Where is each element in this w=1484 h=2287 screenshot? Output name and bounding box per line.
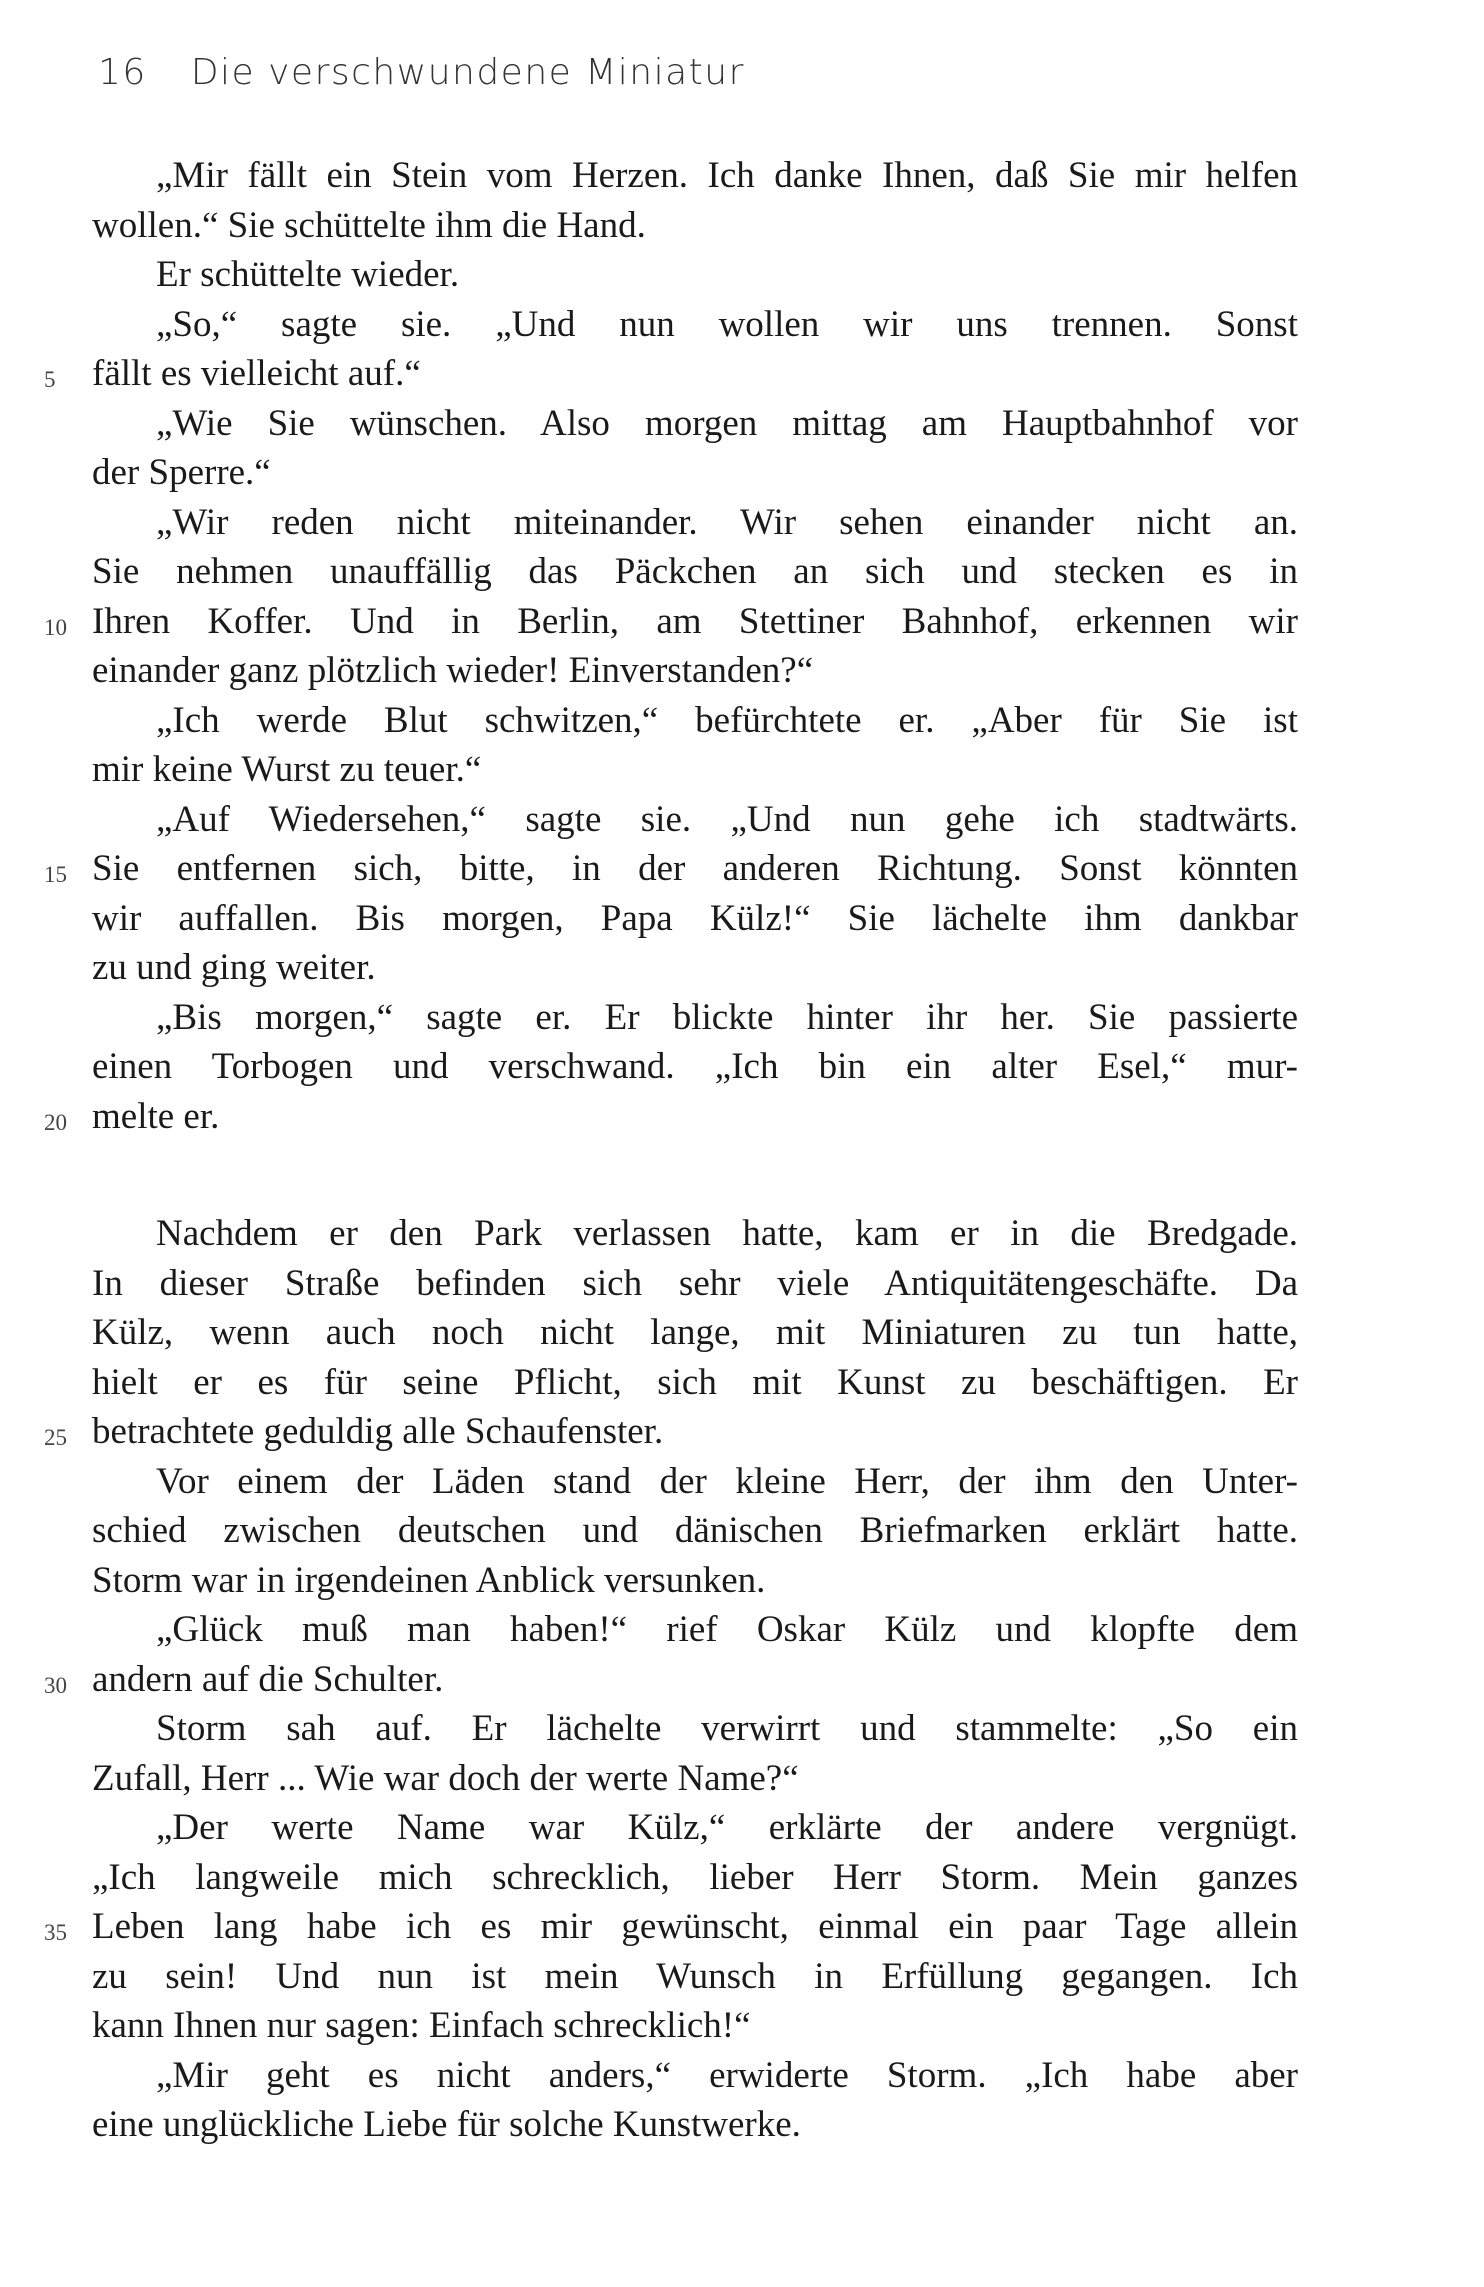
text-line: „Ich langweile mich schrecklich, lieber Herr Storm. Mein ganzes — [92, 1856, 1298, 1898]
text-line: schied zwischen deutschen und dänischen Briefmarken erklärt hatte. — [92, 1510, 1298, 1551]
text-line: „Mir fällt ein Stein vom Herzen. Ich danke Ihnen, daß Sie mir helfen — [156, 155, 1298, 196]
text-line: 5 fällt es vielleicht auf.“ — [92, 349, 1298, 399]
text-line: „Wie Sie wünschen. Also morgen mittag am Hauptbahnhof vor — [156, 402, 1298, 444]
text-line: Storm sah auf. Er lächelte verwirrt und stammelte: „So ein — [156, 1708, 1298, 1749]
text-line: 15 Sie entfernen sich, bitte, in der anderen Richtung. Sonst könnten — [92, 844, 1298, 894]
text-line: kann Ihnen nur sagen: Einfach schrecklich!“ — [92, 2005, 751, 2046]
text-line: Er schüttelte wieder. — [156, 254, 460, 295]
line-number: 10 — [44, 614, 67, 640]
line-number: 5 — [44, 367, 56, 392]
text-line: „Auf Wiedersehen,“ sagte sie. „Und nun gehe ich stadtwärts. — [156, 798, 1298, 840]
text-line: 25 betrachtete geduldig alle Schaufenster. — [92, 1407, 1298, 1457]
text-line: „Glück muß man haben!“ rief Oskar Külz und klopfte dem — [156, 1609, 1298, 1650]
text-line: Nachdem er den Park verlassen hatte, kam er in die Bredgade. — [156, 1213, 1298, 1254]
running-header — [98, 52, 745, 93]
line-number: 35 — [44, 1920, 67, 1945]
text-line: zu und ging weiter. — [92, 947, 376, 988]
text-line: 30 andern auf die Schulter. — [92, 1655, 1298, 1705]
running-title: Die verschwundene Miniatur — [190, 52, 745, 93]
text-line: eine unglückliche Liebe für solche Kunstwerke. — [92, 2104, 801, 2145]
text-line: Sie nehmen unauffällig das Päckchen an sich und stecken es in — [92, 551, 1298, 592]
text-line: mir keine Wurst zu teuer.“ — [92, 749, 482, 790]
text-line: 35 Leben lang habe ich es mir gewünscht, einmal ein paar Tage allein — [92, 1902, 1298, 1952]
section-break — [92, 1141, 1298, 1209]
line-number: 15 — [44, 862, 67, 887]
line-number: 20 — [44, 1109, 67, 1135]
text-line: hielt er es für seine Pflicht, sich mit Kunst zu beschäftigen. Er — [92, 1361, 1298, 1403]
text-line: Külz, wenn auch noch nicht lange, mit Miniaturen zu tun hatte, — [92, 1312, 1298, 1353]
page-number: 16 — [98, 52, 147, 93]
text-line: wollen.“ Sie schüttelte ihm die Hand. — [92, 204, 646, 246]
text-line: „Mir geht es nicht anders,“ erwiderte Storm. „Ich habe aber — [156, 2054, 1298, 2096]
text-line: „Bis morgen,“ sagte er. Er blickte hinter ihr her. Sie passierte — [156, 996, 1298, 1038]
text-line: 20 melte er. — [92, 1092, 1298, 1142]
text-line: „Wir reden nicht miteinander. Wir sehen einander nicht an. — [156, 501, 1298, 543]
line-number: 25 — [44, 1425, 67, 1450]
text-line: einander ganz plötzlich wieder! Einverstanden?“ — [92, 650, 814, 691]
text-line: „Der werte Name war Külz,“ erklärte der andere vergnügt. — [156, 1807, 1298, 1848]
line-number: 30 — [44, 1672, 67, 1698]
text-line: 10 Ihren Koffer. Und in Berlin, am Stettiner Bahnhof, erkennen wir — [92, 597, 1298, 647]
text-line: „So,“ sagte sie. „Und nun wollen wir uns trennen. Sonst — [156, 303, 1298, 345]
text-line: der Sperre.“ — [92, 452, 271, 493]
text-line: Storm war in irgendeinen Anblick versunken. — [92, 1559, 766, 1601]
text-line: einen Torbogen und verschwand. „Ich bin ein alter Esel,“ mur- — [92, 1046, 1298, 1087]
text-line: wir auffallen. Bis morgen, Papa Külz!“ Sie lächelte ihm dankbar — [92, 897, 1298, 939]
text-line: Zufall, Herr ... Wie war doch der werte Name?“ — [92, 1757, 799, 1799]
text-line: zu sein! Und nun ist mein Wunsch in Erfüllung gegangen. Ich — [92, 1955, 1298, 1997]
body-text — [44, 151, 1298, 2150]
text-line: In dieser Straße befinden sich sehr viele Antiquitätengeschäfte. Da — [92, 1262, 1298, 1304]
text-line: Vor einem der Läden stand der kleine Herr, der ihm den Unter- — [156, 1460, 1298, 1502]
text-line: „Ich werde Blut schwitzen,“ befürchtete er. „Aber für Sie ist — [156, 699, 1298, 741]
